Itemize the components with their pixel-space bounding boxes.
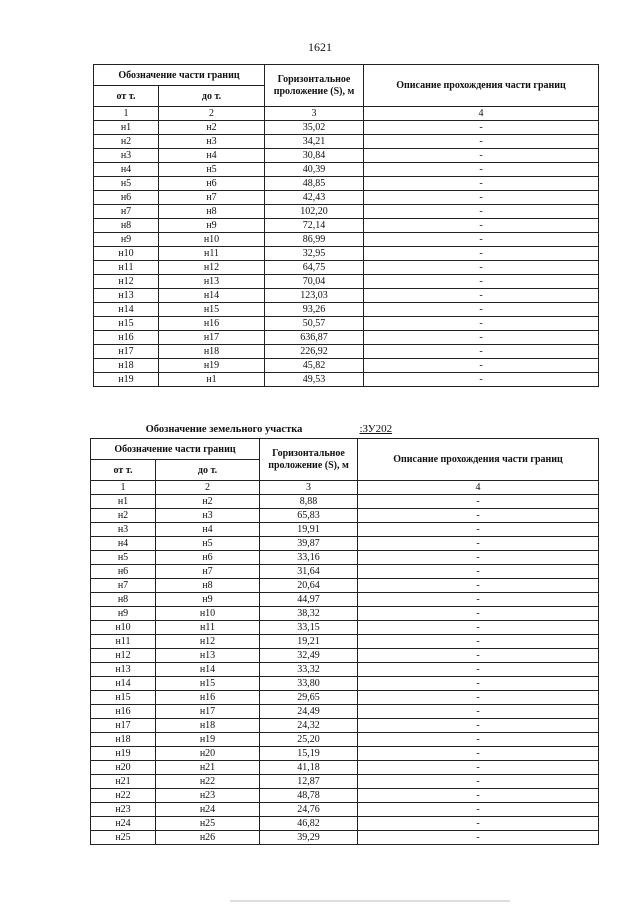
description: - [358, 607, 599, 621]
point-to: н10 [159, 233, 265, 247]
description: - [358, 649, 599, 663]
point-from: н6 [91, 565, 156, 579]
point-from: н4 [91, 537, 156, 551]
description: - [358, 565, 599, 579]
table-row [91, 593, 599, 607]
horizontal-distance: 20,64 [260, 579, 358, 593]
col-number-2: 2 [159, 107, 265, 121]
table-row [94, 149, 599, 163]
point-from: н16 [91, 705, 156, 719]
col-number-1: 1 [91, 481, 156, 495]
point-from: н11 [91, 635, 156, 649]
point-to: н1 [159, 373, 265, 387]
table-row [91, 551, 599, 565]
point-to: н24 [156, 803, 260, 817]
table-row [91, 803, 599, 817]
point-to: н9 [156, 593, 260, 607]
point-to: н15 [159, 303, 265, 317]
point-from: н8 [94, 219, 159, 233]
point-to: н22 [156, 775, 260, 789]
point-to: н3 [159, 135, 265, 149]
point-to: н12 [156, 635, 260, 649]
point-from: н5 [91, 551, 156, 565]
point-from: н20 [91, 761, 156, 775]
description: - [364, 275, 599, 289]
table-row [91, 565, 599, 579]
point-to: н10 [156, 607, 260, 621]
scan-artifact-line [230, 900, 510, 902]
horizontal-distance: 24,49 [260, 705, 358, 719]
description: - [364, 359, 599, 373]
point-from: н14 [91, 677, 156, 691]
point-to: н11 [156, 621, 260, 635]
horizontal-distance: 33,32 [260, 663, 358, 677]
point-from: н10 [91, 621, 156, 635]
point-from: н14 [94, 303, 159, 317]
table-row [94, 331, 599, 345]
table-row [94, 317, 599, 331]
col-number-2: 2 [156, 481, 260, 495]
table-row [91, 705, 599, 719]
point-to: н13 [156, 649, 260, 663]
description: - [364, 317, 599, 331]
horizontal-distance: 46,82 [260, 817, 358, 831]
horizontal-distance: 30,84 [265, 149, 364, 163]
table-row [91, 775, 599, 789]
description: - [358, 817, 599, 831]
point-from: н9 [94, 233, 159, 247]
col-number-3: 3 [260, 481, 358, 495]
point-from: н18 [94, 359, 159, 373]
horizontal-distance: 48,85 [265, 177, 364, 191]
description: - [364, 345, 599, 359]
horizontal-distance: 33,16 [260, 551, 358, 565]
table-row [94, 247, 599, 261]
point-from: н10 [94, 247, 159, 261]
point-from: н21 [91, 775, 156, 789]
point-from: н17 [91, 719, 156, 733]
point-to: н8 [156, 579, 260, 593]
point-from: н13 [91, 663, 156, 677]
description: - [358, 663, 599, 677]
point-from: н4 [94, 163, 159, 177]
table-row [94, 219, 599, 233]
horizontal-distance: 86,99 [265, 233, 364, 247]
horizontal-distance: 12,87 [260, 775, 358, 789]
description: - [358, 719, 599, 733]
col-number-1: 1 [94, 107, 159, 121]
header-horizontal: Горизонтальное проложение (S), м [265, 65, 364, 107]
point-from: н15 [94, 317, 159, 331]
table-row [91, 495, 599, 509]
header-from: от т. [94, 86, 159, 107]
horizontal-distance: 70,04 [265, 275, 364, 289]
description: - [364, 205, 599, 219]
horizontal-distance: 15,19 [260, 747, 358, 761]
description: - [358, 677, 599, 691]
description: - [358, 733, 599, 747]
table-row [94, 345, 599, 359]
table-row [94, 121, 599, 135]
horizontal-distance: 31,64 [260, 565, 358, 579]
point-from: н1 [91, 495, 156, 509]
description: - [364, 191, 599, 205]
point-to: н6 [156, 551, 260, 565]
table-row [91, 663, 599, 677]
description: - [364, 219, 599, 233]
boundary-table-2 [90, 420, 599, 845]
table-row [91, 733, 599, 747]
point-to: н17 [156, 705, 260, 719]
description: - [358, 509, 599, 523]
horizontal-distance: 8,88 [260, 495, 358, 509]
table-row [91, 537, 599, 551]
table-row [91, 607, 599, 621]
point-to: н7 [159, 191, 265, 205]
horizontal-distance: 41,18 [260, 761, 358, 775]
horizontal-distance: 33,80 [260, 677, 358, 691]
description: - [358, 579, 599, 593]
horizontal-distance: 123,03 [265, 289, 364, 303]
description: - [364, 261, 599, 275]
description: - [358, 691, 599, 705]
point-to: н8 [159, 205, 265, 219]
description: - [364, 135, 599, 149]
description: - [358, 705, 599, 719]
description: - [364, 177, 599, 191]
col-number-3: 3 [265, 107, 364, 121]
horizontal-distance: 29,65 [260, 691, 358, 705]
point-from: н7 [91, 579, 156, 593]
point-to: н20 [156, 747, 260, 761]
point-to: н7 [156, 565, 260, 579]
table-row [94, 135, 599, 149]
description: - [364, 331, 599, 345]
table-row [94, 205, 599, 219]
point-from: н8 [91, 593, 156, 607]
description: - [358, 747, 599, 761]
point-from: н16 [94, 331, 159, 345]
table-row [94, 303, 599, 317]
parcel-label: Обозначение земельного участка [145, 423, 303, 435]
description: - [364, 121, 599, 135]
boundary-table-1 [93, 64, 599, 387]
header-boundary: Обозначение части границ [94, 65, 265, 86]
description: - [358, 775, 599, 789]
table-row [91, 579, 599, 593]
table-row [94, 359, 599, 373]
table-row [91, 831, 599, 845]
horizontal-distance: 19,21 [260, 635, 358, 649]
point-from: н2 [91, 509, 156, 523]
description: - [358, 537, 599, 551]
point-to: н14 [156, 663, 260, 677]
horizontal-distance: 32,49 [260, 649, 358, 663]
description: - [358, 551, 599, 565]
point-from: н15 [91, 691, 156, 705]
point-from: н5 [94, 177, 159, 191]
horizontal-distance: 39,29 [260, 831, 358, 845]
description: - [358, 761, 599, 775]
horizontal-distance: 48,78 [260, 789, 358, 803]
point-from: н7 [94, 205, 159, 219]
horizontal-distance: 44,97 [260, 593, 358, 607]
description: - [358, 523, 599, 537]
point-from: н24 [91, 817, 156, 831]
point-from: н23 [91, 803, 156, 817]
point-to: н16 [156, 691, 260, 705]
horizontal-distance: 34,21 [265, 135, 364, 149]
header-horizontal: Горизонтальное проложение (S), м [260, 439, 358, 481]
description: - [364, 149, 599, 163]
point-to: н26 [156, 831, 260, 845]
horizontal-distance: 33,15 [260, 621, 358, 635]
horizontal-distance: 39,87 [260, 537, 358, 551]
description: - [358, 593, 599, 607]
header-boundary: Обозначение части границ [91, 439, 260, 460]
horizontal-distance: 24,32 [260, 719, 358, 733]
point-to: н18 [159, 345, 265, 359]
table-row [91, 523, 599, 537]
point-to: н19 [156, 733, 260, 747]
table-row [94, 191, 599, 205]
table-row [91, 691, 599, 705]
point-to: н14 [159, 289, 265, 303]
description: - [364, 303, 599, 317]
point-from: н17 [94, 345, 159, 359]
horizontal-distance: 32,95 [265, 247, 364, 261]
page-number: 1621 [308, 40, 332, 54]
description: - [358, 495, 599, 509]
point-to: н23 [156, 789, 260, 803]
horizontal-distance: 93,26 [265, 303, 364, 317]
point-from: н2 [94, 135, 159, 149]
point-from: н18 [91, 733, 156, 747]
header-to: до т. [156, 460, 260, 481]
table-row [91, 621, 599, 635]
horizontal-distance: 50,57 [265, 317, 364, 331]
point-from: н19 [91, 747, 156, 761]
parcel-id: :ЗУ202 [359, 422, 393, 435]
point-from: н13 [94, 289, 159, 303]
header-from: от т. [91, 460, 156, 481]
table-row [91, 817, 599, 831]
description: - [364, 373, 599, 387]
description: - [364, 233, 599, 247]
table-row [94, 177, 599, 191]
table-row [94, 261, 599, 275]
horizontal-distance: 64,75 [265, 261, 364, 275]
horizontal-distance: 24,76 [260, 803, 358, 817]
point-from: н6 [94, 191, 159, 205]
table-row [91, 509, 599, 523]
point-from: н25 [91, 831, 156, 845]
header-description: Описание прохождения части границ [358, 439, 599, 481]
point-to: н17 [159, 331, 265, 345]
col-number-4: 4 [364, 107, 599, 121]
point-to: н18 [156, 719, 260, 733]
description: - [358, 803, 599, 817]
table-row [94, 275, 599, 289]
point-from: н9 [91, 607, 156, 621]
horizontal-distance: 19,91 [260, 523, 358, 537]
horizontal-distance: 65,83 [260, 509, 358, 523]
table-row [91, 649, 599, 663]
table-row [91, 789, 599, 803]
point-to: н25 [156, 817, 260, 831]
point-to: н2 [159, 121, 265, 135]
point-to: н4 [159, 149, 265, 163]
point-to: н13 [159, 275, 265, 289]
table-row [94, 373, 599, 387]
point-to: н5 [159, 163, 265, 177]
point-to: н9 [159, 219, 265, 233]
description: - [364, 163, 599, 177]
description: - [358, 831, 599, 845]
horizontal-distance: 102,20 [265, 205, 364, 219]
point-from: н12 [91, 649, 156, 663]
description: - [358, 789, 599, 803]
horizontal-distance: 45,82 [265, 359, 364, 373]
point-to: н2 [156, 495, 260, 509]
point-from: н3 [94, 149, 159, 163]
horizontal-distance: 636,87 [265, 331, 364, 345]
point-from: н12 [94, 275, 159, 289]
point-to: н5 [156, 537, 260, 551]
point-to: н15 [156, 677, 260, 691]
point-from: н22 [91, 789, 156, 803]
table-row [94, 163, 599, 177]
point-to: н21 [156, 761, 260, 775]
point-from: н11 [94, 261, 159, 275]
description: - [364, 247, 599, 261]
horizontal-distance: 42,43 [265, 191, 364, 205]
point-to: н11 [159, 247, 265, 261]
point-to: н16 [159, 317, 265, 331]
table-row [91, 747, 599, 761]
col-number-4: 4 [358, 481, 599, 495]
point-to: н12 [159, 261, 265, 275]
point-from: н3 [91, 523, 156, 537]
horizontal-distance: 35,02 [265, 121, 364, 135]
description: - [358, 635, 599, 649]
table-row [91, 635, 599, 649]
horizontal-distance: 25,20 [260, 733, 358, 747]
point-to: н3 [156, 509, 260, 523]
point-from: н1 [94, 121, 159, 135]
table-row [91, 719, 599, 733]
horizontal-distance: 226,92 [265, 345, 364, 359]
header-to: до т. [159, 86, 265, 107]
horizontal-distance: 49,53 [265, 373, 364, 387]
description: - [358, 621, 599, 635]
horizontal-distance: 40,39 [265, 163, 364, 177]
table-row [94, 233, 599, 247]
table-row [91, 677, 599, 691]
horizontal-distance: 38,32 [260, 607, 358, 621]
point-to: н19 [159, 359, 265, 373]
description: - [364, 289, 599, 303]
header-description: Описание прохождения части границ [364, 65, 599, 107]
table-row [94, 289, 599, 303]
point-from: н19 [94, 373, 159, 387]
horizontal-distance: 72,14 [265, 219, 364, 233]
point-to: н4 [156, 523, 260, 537]
table-row [91, 761, 599, 775]
point-to: н6 [159, 177, 265, 191]
